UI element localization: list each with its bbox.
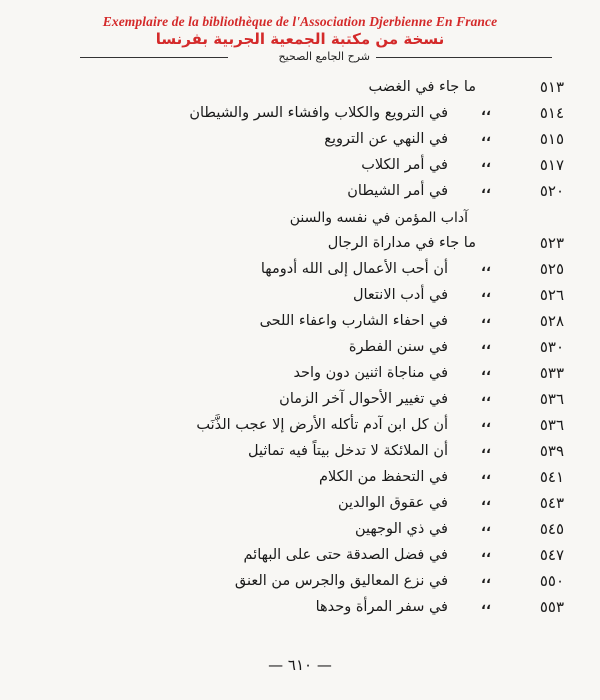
- toc-entry: [0, 102, 600, 124]
- ditto-mark: ،،: [481, 494, 491, 509]
- ditto-mark: ،،: [481, 338, 491, 353]
- toc-entry: [0, 544, 600, 566]
- toc-entry-title: ما جاء في الغضب: [368, 79, 476, 95]
- toc-page-number: ٥٣٣: [539, 364, 564, 382]
- toc-entry: [0, 232, 600, 254]
- toc-page-number: ٥٥٣: [539, 598, 564, 616]
- toc-entry-title: في ذي الوجهين: [354, 521, 448, 537]
- toc-entry-title: أن كل ابن آدم تأكله الأرض إلا عجب الذَّنَب: [196, 417, 448, 433]
- toc-entry-title: أن الملائكة لا تدخل بيتاً فيه تماثيل: [247, 443, 448, 459]
- toc-page-number: ٥٣٩: [539, 442, 564, 460]
- ditto-mark: ،،: [481, 364, 491, 379]
- toc-page-number: ٥٢٥: [539, 260, 564, 278]
- library-stamp-french: Exemplaire de la bibliothèque de l'Association Djerbienne En France: [102, 14, 498, 29]
- toc-entry: [0, 492, 600, 514]
- toc-entry: [0, 466, 600, 488]
- toc-entry: [0, 154, 600, 176]
- toc-entry: [0, 310, 600, 332]
- ditto-mark: ،،: [481, 260, 491, 275]
- toc-entry: [0, 362, 600, 384]
- ditto-mark: ،،: [481, 546, 491, 561]
- ditto-mark: ،،: [481, 520, 491, 535]
- toc-page-number: ٥٤١: [539, 468, 564, 486]
- toc-entry-title: في تغيير الأحوال آخر الزمان: [279, 391, 448, 407]
- toc-entry-title: في أمر الكلاب: [361, 157, 448, 173]
- toc-entry-title: في احفاء الشارب واعفاء اللحى: [259, 313, 448, 329]
- toc-entry: [0, 440, 600, 462]
- ditto-mark: ،،: [481, 104, 491, 119]
- toc-entry: [0, 258, 600, 280]
- toc-entry-title: في التحفظ من الكلام: [318, 469, 448, 485]
- toc-page-number: ٥٣٦: [539, 390, 564, 408]
- ditto-mark: ،،: [481, 182, 491, 197]
- toc-entry: [0, 388, 600, 410]
- toc-page-number: ٥٢٦: [539, 286, 564, 304]
- toc-page-number: ٥١٧: [539, 156, 564, 174]
- ditto-mark: ،،: [481, 390, 491, 405]
- toc-entry: [0, 180, 600, 202]
- toc-entry: [0, 596, 600, 618]
- toc-entry-title: أن أحب الأعمال إلى الله أدومها: [260, 261, 448, 277]
- toc-entry-title: في أمر الشيطان: [347, 183, 448, 199]
- toc-entry-title: في مناجاة اثنين دون واحد: [293, 365, 448, 381]
- ditto-mark: ،،: [481, 468, 491, 483]
- ditto-mark: ،،: [481, 442, 491, 457]
- toc-page-number: ٥١٣: [539, 78, 564, 96]
- toc-page-number: ٥٤٧: [539, 546, 564, 564]
- toc-page-number: ٥٣٦: [539, 416, 564, 434]
- toc-page-number: ٥٢٣: [539, 234, 564, 252]
- toc-entry-title: في نزع المعاليق والجرس من العنق: [234, 573, 448, 589]
- toc-entry: [0, 76, 600, 98]
- toc-entry-title: ما جاء في مداراة الرجال: [327, 235, 476, 251]
- running-header: شرح الجامع الصحيح: [278, 50, 370, 63]
- toc-entry-title: في أدب الانتعال: [352, 287, 448, 303]
- library-stamp-arabic: نسخة من مكتبة الجمعية الجربية بفرنسا: [155, 30, 445, 48]
- ditto-mark: ،،: [481, 312, 491, 327]
- toc-entry: [0, 570, 600, 592]
- ditto-mark: ،،: [481, 286, 491, 301]
- toc-entry-title: في فضل الصدقة حتى على البهائم: [243, 547, 448, 563]
- ditto-mark: ،،: [481, 598, 491, 613]
- toc-entry-title: في سفر المرأة وحدها: [315, 599, 448, 615]
- ditto-mark: ،،: [481, 416, 491, 431]
- toc-page-number: ٥٤٣: [539, 494, 564, 512]
- page-number: — ٦١٠ —: [268, 656, 332, 674]
- ditto-mark: ،،: [481, 130, 491, 145]
- toc-entry-title: في عقوق الوالدين: [337, 495, 448, 511]
- toc-entry: [0, 284, 600, 306]
- ditto-mark: ،،: [481, 156, 491, 171]
- toc-entry-title: في النهي عن الترويع: [324, 131, 448, 147]
- toc-entry-title: في سنن الفطرة: [348, 339, 448, 355]
- ditto-mark: ،،: [481, 572, 491, 587]
- toc-page-number: ٥٣٠: [539, 338, 564, 356]
- section-heading: آداب المؤمن في نفسه والسنن: [289, 210, 468, 226]
- toc-entry: [0, 336, 600, 358]
- toc-page-number: ٥٢٠: [539, 182, 564, 200]
- toc-entry: [0, 128, 600, 150]
- toc-entry: [0, 518, 600, 540]
- toc-entry: [0, 414, 600, 436]
- toc-page-number: ٥١٥: [539, 130, 564, 148]
- toc-page-number: ٥١٤: [539, 104, 564, 122]
- toc-page-number: ٥٤٥: [539, 520, 564, 538]
- toc-entry-title: في الترويع والكلاب وافشاء السر والشيطان: [189, 105, 448, 121]
- toc-page-number: ٥٥٠: [539, 572, 564, 590]
- toc-page-number: ٥٢٨: [539, 312, 564, 330]
